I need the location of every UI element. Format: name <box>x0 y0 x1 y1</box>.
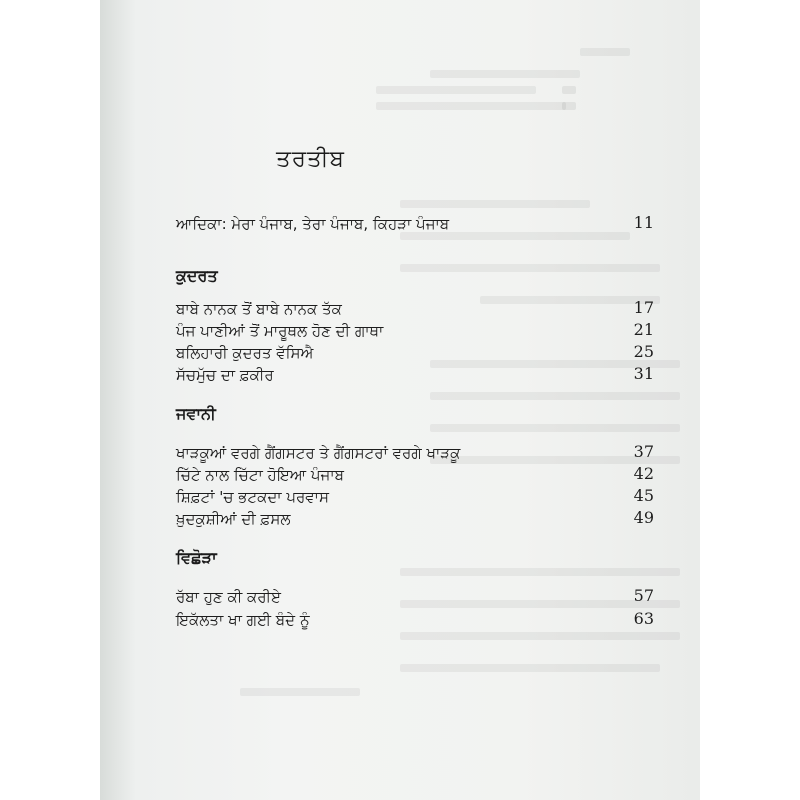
toc-entry <box>176 364 654 388</box>
toc-entry <box>176 508 654 532</box>
entry-page-number: 63 <box>633 609 654 628</box>
toc-entry <box>176 586 654 610</box>
entry-title: ਇਕੱਲਤਾ ਖਾ ਗਈ ਬੰਦੇ ਨੂੰ <box>176 611 310 629</box>
entry-page-number: 57 <box>633 586 654 605</box>
toc-entry <box>176 464 654 488</box>
book-page <box>100 0 700 800</box>
entry-page-number: 45 <box>633 486 654 505</box>
entry-page-number: 49 <box>633 508 654 527</box>
toc-entry <box>176 213 654 237</box>
toc-entry <box>176 298 654 322</box>
entry-page-number: 25 <box>633 342 654 361</box>
background-left <box>0 0 100 800</box>
section-heading: ਵਿਛੋੜਾ <box>176 548 217 567</box>
toc-title: ਤਰਤੀਬ <box>276 146 345 172</box>
background-right <box>700 0 800 800</box>
entry-page-number: 42 <box>633 464 654 483</box>
entry-title: ਪੰਜ ਪਾਣੀਆਂ ਤੋਂ ਮਾਰੂਥਲ ਹੋਣ ਦੀ ਗਾਥਾ <box>176 322 384 340</box>
section-heading: ਜਵਾਨੀ <box>176 404 216 423</box>
entry-title: ਬਲਿਹਾਰੀ ਕੁਦਰਤ ਵੱਸਿਐ <box>176 344 314 362</box>
entry-title: ਬਾਬੇ ਨਾਨਕ ਤੋਂ ਬਾਬੇ ਨਾਨਕ ਤੱਕ <box>176 300 342 318</box>
entry-page-number: 21 <box>633 320 654 339</box>
entry-title: ਸੱਚਮੁੱਚ ਦਾ ਫ਼ਕੀਰ <box>176 366 274 384</box>
toc-entry <box>176 486 654 510</box>
toc-entry <box>176 342 654 366</box>
entry-page-number: 31 <box>633 364 654 383</box>
section-heading: ਕੁਦਰਤ <box>176 266 218 285</box>
toc-entry <box>176 442 654 466</box>
entry-title: ਖਾੜਕੂਆਂ ਵਰਗੇ ਗੈਂਗਸਟਰ ਤੇ ਗੈਂਗਸਟਰਾਂ ਵਰਗੇ ਖਾੜਕੂ <box>176 444 461 462</box>
entry-title: ਆਦਿਕਾ: ਮੇਰਾ ਪੰਜਾਬ, ਤੇਰਾ ਪੰਜਾਬ, ਕਿਹੜਾ ਪੰਜਾਬ <box>176 215 450 233</box>
entry-title: ਸ਼ਿਫ਼ਟਾਂ 'ਚ ਭਟਕਦਾ ਪਰਵਾਸ <box>176 488 329 506</box>
entry-page-number: 37 <box>633 442 654 461</box>
entry-page-number: 17 <box>633 298 654 317</box>
toc-entry <box>176 320 654 344</box>
entry-title: ਖ਼ੁਦਕੁਸ਼ੀਆਂ ਦੀ ਫ਼ਸਲ <box>176 510 291 528</box>
entry-page-number: 11 <box>633 213 654 232</box>
entry-title: ਰੱਬਾ ਹੁਣ ਕੀ ਕਰੀਏ <box>176 588 281 606</box>
toc-entry <box>176 609 654 633</box>
entry-title: ਚਿੱਟੇ ਨਾਲ ਚਿੱਟਾ ਹੋਇਆ ਪੰਜਾਬ <box>176 466 344 484</box>
